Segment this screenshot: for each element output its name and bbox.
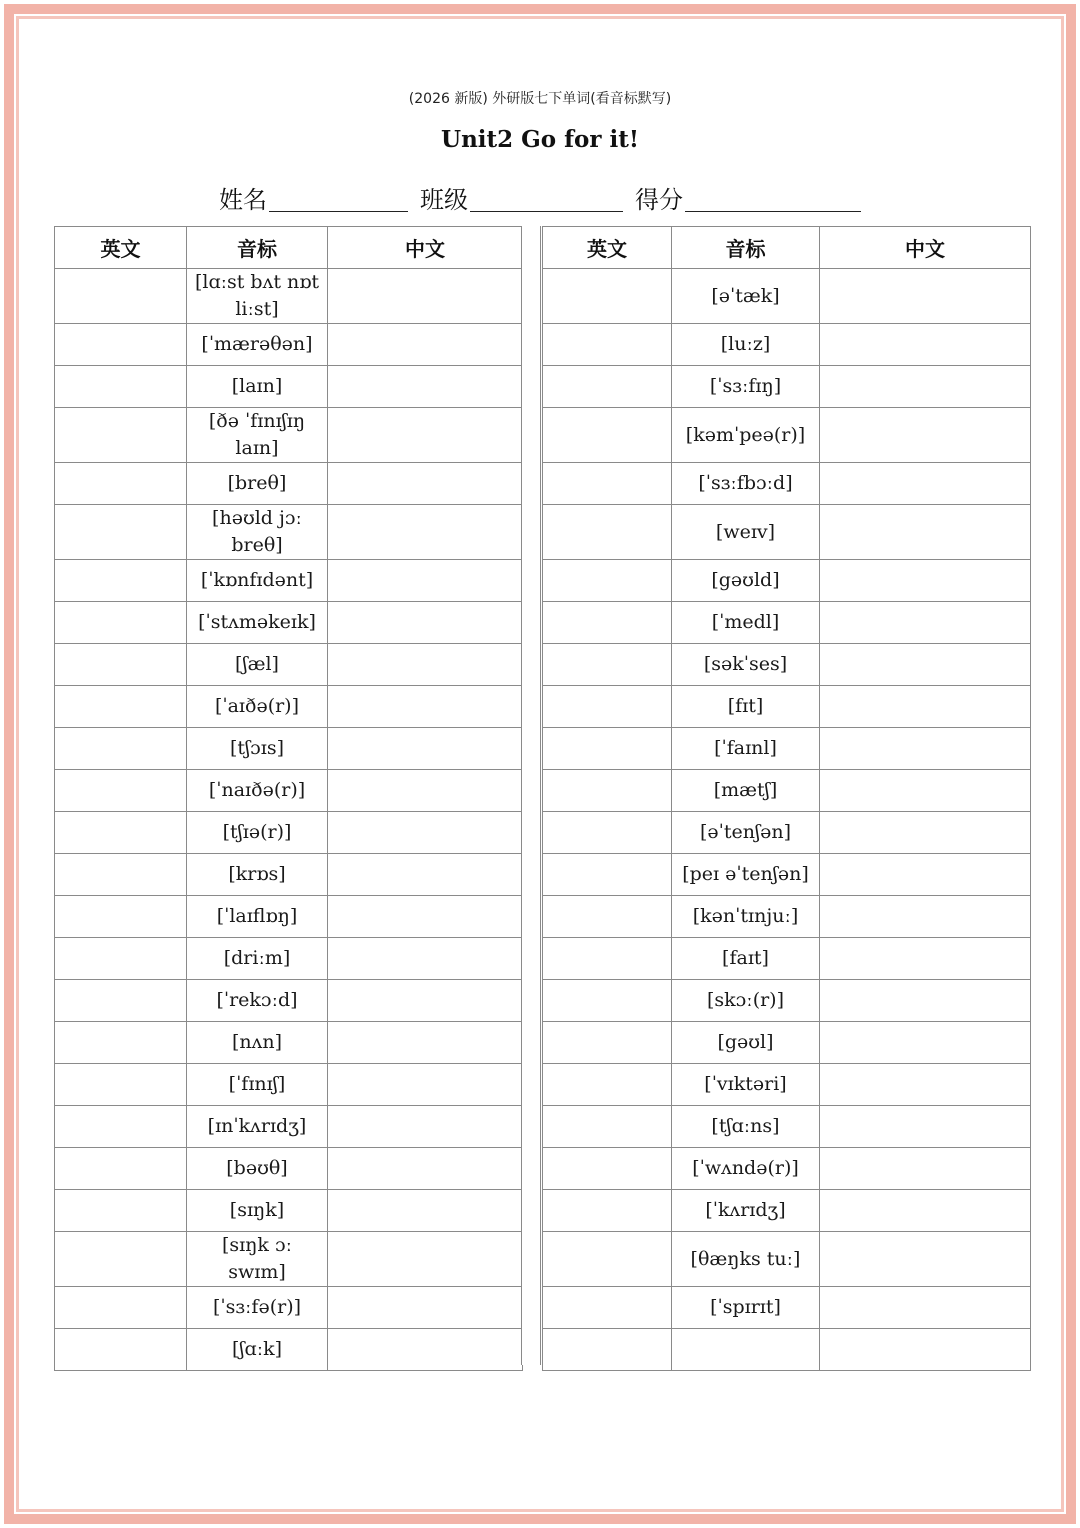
english-answer-cell[interactable] xyxy=(543,366,672,408)
english-answer-cell[interactable] xyxy=(55,938,187,980)
table-row xyxy=(55,854,523,896)
phonetic-cell: [mætʃ] xyxy=(672,770,820,812)
table-row xyxy=(543,602,1031,644)
table-row xyxy=(543,324,1031,366)
table-row xyxy=(543,686,1031,728)
chinese-answer-cell[interactable] xyxy=(820,324,1031,366)
phonetic-cell: [breθ] xyxy=(187,463,328,505)
english-answer-cell[interactable] xyxy=(543,854,672,896)
col-header-english: 英文 xyxy=(543,227,672,269)
chinese-answer-cell[interactable] xyxy=(328,770,523,812)
table-row xyxy=(543,269,1031,324)
phonetic-cell: [ˈrekɔːd] xyxy=(187,980,328,1022)
chinese-answer-cell[interactable] xyxy=(328,1329,523,1371)
english-answer-cell[interactable] xyxy=(543,560,672,602)
table-row xyxy=(55,1190,523,1232)
english-answer-cell[interactable] xyxy=(543,1232,672,1287)
chinese-answer-cell[interactable] xyxy=(328,1148,523,1190)
phonetic-cell: [tʃɔɪs] xyxy=(187,728,328,770)
english-answer-cell[interactable] xyxy=(55,1148,187,1190)
phonetic-cell: [ˈkɒnfɪdənt] xyxy=(187,560,328,602)
english-answer-cell[interactable] xyxy=(55,408,187,463)
chinese-answer-cell[interactable] xyxy=(820,686,1031,728)
col-header-chinese: 中文 xyxy=(820,227,1031,269)
chinese-answer-cell[interactable] xyxy=(328,1022,523,1064)
english-answer-cell[interactable] xyxy=(55,812,187,854)
chinese-answer-cell[interactable] xyxy=(820,938,1031,980)
english-answer-cell[interactable] xyxy=(543,1064,672,1106)
english-answer-cell[interactable] xyxy=(543,686,672,728)
table-row xyxy=(55,269,523,324)
english-answer-cell[interactable] xyxy=(543,1148,672,1190)
phonetic-cell: [fɪt] xyxy=(672,686,820,728)
table-row xyxy=(543,1287,1031,1329)
english-answer-cell[interactable] xyxy=(543,602,672,644)
table-row xyxy=(55,770,523,812)
english-answer-cell[interactable] xyxy=(543,980,672,1022)
phonetic-cell: [tʃɪə(r)] xyxy=(187,812,328,854)
chinese-answer-cell[interactable] xyxy=(328,602,523,644)
english-answer-cell[interactable] xyxy=(543,1190,672,1232)
table-row xyxy=(543,854,1031,896)
phonetic-cell: [ˈvɪktəri] xyxy=(672,1064,820,1106)
chinese-answer-cell[interactable] xyxy=(820,1190,1031,1232)
phonetic-cell: [gəʊld] xyxy=(672,560,820,602)
table-row xyxy=(543,1064,1031,1106)
phonetic-cell: [ðə ˈfɪnɪʃɪŋ laɪn] xyxy=(187,408,328,463)
chinese-answer-cell[interactable] xyxy=(820,408,1031,463)
table-row xyxy=(55,728,523,770)
phonetic-cell: [səkˈses] xyxy=(672,644,820,686)
table-row xyxy=(55,1148,523,1190)
english-answer-cell[interactable] xyxy=(543,505,672,560)
chinese-answer-cell[interactable] xyxy=(820,366,1031,408)
table-row xyxy=(55,463,523,505)
phonetic-cell: [nʌn] xyxy=(187,1022,328,1064)
table-row xyxy=(543,728,1031,770)
phonetic-cell xyxy=(672,1329,820,1371)
english-answer-cell[interactable] xyxy=(543,324,672,366)
table-row xyxy=(543,560,1031,602)
chinese-answer-cell[interactable] xyxy=(820,728,1031,770)
english-answer-cell[interactable] xyxy=(543,1287,672,1329)
table-row xyxy=(55,408,523,463)
table-row xyxy=(55,1022,523,1064)
english-answer-cell[interactable] xyxy=(543,408,672,463)
worksheet-subtitle: (2026 新版) 外研版七下单词(看音标默写) xyxy=(408,91,672,107)
phonetic-cell: [ˈsɜːfbɔːd] xyxy=(672,463,820,505)
phonetic-cell: [ˈspɪrɪt] xyxy=(672,1287,820,1329)
table-row xyxy=(55,938,523,980)
english-answer-cell[interactable] xyxy=(55,1287,187,1329)
english-answer-cell[interactable] xyxy=(543,938,672,980)
table-row xyxy=(543,1106,1031,1148)
phonetic-cell: [lɑːst bʌt nɒt liːst] xyxy=(187,269,328,324)
english-answer-cell[interactable] xyxy=(55,366,187,408)
english-answer-cell[interactable] xyxy=(543,896,672,938)
phonetic-cell: [ˈsɜːfə(r)] xyxy=(187,1287,328,1329)
english-answer-cell[interactable] xyxy=(55,269,187,324)
table-row xyxy=(543,1232,1031,1287)
phonetic-cell: [ˈfaɪnl] xyxy=(672,728,820,770)
score-label: 得分 xyxy=(635,186,683,214)
english-answer-cell[interactable] xyxy=(55,728,187,770)
english-answer-cell[interactable] xyxy=(55,463,187,505)
phonetic-cell: [əˈtenʃən] xyxy=(672,812,820,854)
phonetic-cell: [bəʊθ] xyxy=(187,1148,328,1190)
chinese-answer-cell[interactable] xyxy=(820,980,1031,1022)
col-header-english: 英文 xyxy=(55,227,187,269)
chinese-answer-cell[interactable] xyxy=(820,812,1031,854)
table-row xyxy=(55,644,523,686)
chinese-answer-cell[interactable] xyxy=(328,896,523,938)
chinese-answer-cell[interactable] xyxy=(328,1190,523,1232)
chinese-answer-cell[interactable] xyxy=(820,1329,1031,1371)
english-answer-cell[interactable] xyxy=(55,644,187,686)
english-answer-cell[interactable] xyxy=(55,854,187,896)
english-answer-cell[interactable] xyxy=(55,1106,187,1148)
phonetic-cell: [əˈtæk] xyxy=(672,269,820,324)
chinese-answer-cell[interactable] xyxy=(328,324,523,366)
phonetic-cell: [krɒs] xyxy=(187,854,328,896)
english-answer-cell[interactable] xyxy=(543,1106,672,1148)
worksheet-title: Unit2 Go for it! xyxy=(441,126,639,153)
phonetic-cell: [ˈlaɪflɒŋ] xyxy=(187,896,328,938)
english-answer-cell[interactable] xyxy=(55,324,187,366)
table-row xyxy=(543,644,1031,686)
english-answer-cell[interactable] xyxy=(543,644,672,686)
english-answer-cell[interactable] xyxy=(543,463,672,505)
chinese-answer-cell[interactable] xyxy=(328,1287,523,1329)
table-header-row xyxy=(543,227,1031,269)
table-header-row xyxy=(55,227,523,269)
table-row xyxy=(543,896,1031,938)
col-header-chinese: 中文 xyxy=(328,227,523,269)
chinese-answer-cell[interactable] xyxy=(820,1148,1031,1190)
phonetic-cell: [ˈsɜːfɪŋ] xyxy=(672,366,820,408)
table-row xyxy=(55,602,523,644)
english-answer-cell[interactable] xyxy=(55,1232,187,1287)
chinese-answer-cell[interactable] xyxy=(328,269,523,324)
chinese-answer-cell[interactable] xyxy=(328,980,523,1022)
phonetic-cell: [ˈmærəθən] xyxy=(187,324,328,366)
table-row xyxy=(543,1148,1031,1190)
chinese-answer-cell[interactable] xyxy=(820,505,1031,560)
chinese-answer-cell[interactable] xyxy=(328,505,523,560)
table-row xyxy=(55,1106,523,1148)
table-row xyxy=(543,938,1031,980)
phonetic-cell: [kəmˈpeə(r)] xyxy=(672,408,820,463)
english-answer-cell[interactable] xyxy=(543,1329,672,1371)
table-row xyxy=(543,408,1031,463)
chinese-answer-cell[interactable] xyxy=(820,896,1031,938)
phonetic-cell: [driːm] xyxy=(187,938,328,980)
table-row xyxy=(55,1329,523,1371)
chinese-answer-cell[interactable] xyxy=(328,854,523,896)
chinese-answer-cell[interactable] xyxy=(328,408,523,463)
table-row xyxy=(55,560,523,602)
vocab-table-left xyxy=(54,226,523,1371)
english-answer-cell[interactable] xyxy=(543,269,672,324)
table-row xyxy=(55,686,523,728)
class-label: 班级 xyxy=(420,186,468,214)
phonetic-cell: [faɪt] xyxy=(672,938,820,980)
chinese-answer-cell[interactable] xyxy=(328,1064,523,1106)
chinese-answer-cell[interactable] xyxy=(328,1106,523,1148)
chinese-answer-cell[interactable] xyxy=(820,1232,1031,1287)
table-row xyxy=(55,980,523,1022)
chinese-answer-cell[interactable] xyxy=(820,269,1031,324)
phonetic-cell: [peɪ əˈtenʃən] xyxy=(672,854,820,896)
table-row xyxy=(543,463,1031,505)
table-row xyxy=(55,1064,523,1106)
chinese-answer-cell[interactable] xyxy=(820,770,1031,812)
phonetic-cell: [sɪŋk] xyxy=(187,1190,328,1232)
chinese-answer-cell[interactable] xyxy=(820,1022,1031,1064)
phonetic-cell: [ʃɑːk] xyxy=(187,1329,328,1371)
english-answer-cell[interactable] xyxy=(55,505,187,560)
phonetic-cell: [weɪv] xyxy=(672,505,820,560)
phonetic-cell: [ˈkʌrɪdʒ] xyxy=(672,1190,820,1232)
table-row xyxy=(543,812,1031,854)
table-row xyxy=(543,1329,1031,1371)
score-blank[interactable] xyxy=(685,211,861,212)
english-answer-cell[interactable] xyxy=(55,1329,187,1371)
chinese-answer-cell[interactable] xyxy=(820,644,1031,686)
english-answer-cell[interactable] xyxy=(55,1064,187,1106)
english-answer-cell[interactable] xyxy=(55,560,187,602)
table-row xyxy=(55,366,523,408)
phonetic-cell: [ˈnaɪðə(r)] xyxy=(187,770,328,812)
table-divider xyxy=(521,226,541,1365)
english-answer-cell[interactable] xyxy=(543,770,672,812)
table-row xyxy=(543,366,1031,408)
name-label: 姓名 xyxy=(219,186,267,214)
phonetic-cell: [ˈwʌndə(r)] xyxy=(672,1148,820,1190)
english-answer-cell[interactable] xyxy=(55,770,187,812)
chinese-answer-cell[interactable] xyxy=(820,560,1031,602)
chinese-answer-cell[interactable] xyxy=(820,854,1031,896)
phonetic-cell: [ʃæl] xyxy=(187,644,328,686)
table-row xyxy=(55,505,523,560)
col-header-phonetic: 音标 xyxy=(672,227,820,269)
phonetic-cell: [laɪn] xyxy=(187,366,328,408)
phonetic-cell: [kənˈtɪnjuː] xyxy=(672,896,820,938)
english-answer-cell[interactable] xyxy=(543,728,672,770)
chinese-answer-cell[interactable] xyxy=(820,1287,1031,1329)
chinese-answer-cell[interactable] xyxy=(820,463,1031,505)
phonetic-cell: [həʊld jɔː breθ] xyxy=(187,505,328,560)
phonetic-cell: [sɪŋk ɔː swɪm] xyxy=(187,1232,328,1287)
chinese-answer-cell[interactable] xyxy=(328,1232,523,1287)
chinese-answer-cell[interactable] xyxy=(328,560,523,602)
chinese-answer-cell[interactable] xyxy=(328,728,523,770)
table-row xyxy=(55,1232,523,1287)
phonetic-cell: [ˈmedl] xyxy=(672,602,820,644)
phonetic-cell: [ɪnˈkʌrɪdʒ] xyxy=(187,1106,328,1148)
table-row xyxy=(55,812,523,854)
phonetic-cell: [luːz] xyxy=(672,324,820,366)
english-answer-cell[interactable] xyxy=(55,980,187,1022)
phonetic-cell: [ˈstʌməkeɪk] xyxy=(187,602,328,644)
table-row xyxy=(543,980,1031,1022)
english-answer-cell[interactable] xyxy=(55,1190,187,1232)
english-answer-cell[interactable] xyxy=(55,686,187,728)
table-row xyxy=(543,1022,1031,1064)
chinese-answer-cell[interactable] xyxy=(328,463,523,505)
chinese-answer-cell[interactable] xyxy=(328,938,523,980)
phonetic-cell: [tʃɑːns] xyxy=(672,1106,820,1148)
english-answer-cell[interactable] xyxy=(543,1022,672,1064)
phonetic-cell: [θæŋks tuː] xyxy=(672,1232,820,1287)
chinese-answer-cell[interactable] xyxy=(820,602,1031,644)
phonetic-cell: [gəʊl] xyxy=(672,1022,820,1064)
student-info-row xyxy=(0,180,1080,214)
english-answer-cell[interactable] xyxy=(55,602,187,644)
vocab-table-right xyxy=(542,226,1031,1371)
table-row xyxy=(543,505,1031,560)
chinese-answer-cell[interactable] xyxy=(328,366,523,408)
table-row xyxy=(55,324,523,366)
col-header-phonetic: 音标 xyxy=(187,227,328,269)
chinese-answer-cell[interactable] xyxy=(328,812,523,854)
table-row xyxy=(543,1190,1031,1232)
table-row xyxy=(543,770,1031,812)
english-answer-cell[interactable] xyxy=(55,896,187,938)
chinese-answer-cell[interactable] xyxy=(820,1064,1031,1106)
phonetic-cell: [skɔː(r)] xyxy=(672,980,820,1022)
phonetic-cell: [ˈfɪnɪʃ] xyxy=(187,1064,328,1106)
class-blank[interactable] xyxy=(470,211,623,212)
name-blank[interactable] xyxy=(269,211,408,212)
chinese-answer-cell[interactable] xyxy=(328,644,523,686)
table-row xyxy=(55,896,523,938)
english-answer-cell[interactable] xyxy=(55,1022,187,1064)
english-answer-cell[interactable] xyxy=(543,812,672,854)
chinese-answer-cell[interactable] xyxy=(820,1106,1031,1148)
phonetic-cell: [ˈaɪðə(r)] xyxy=(187,686,328,728)
chinese-answer-cell[interactable] xyxy=(328,686,523,728)
table-row xyxy=(55,1287,523,1329)
